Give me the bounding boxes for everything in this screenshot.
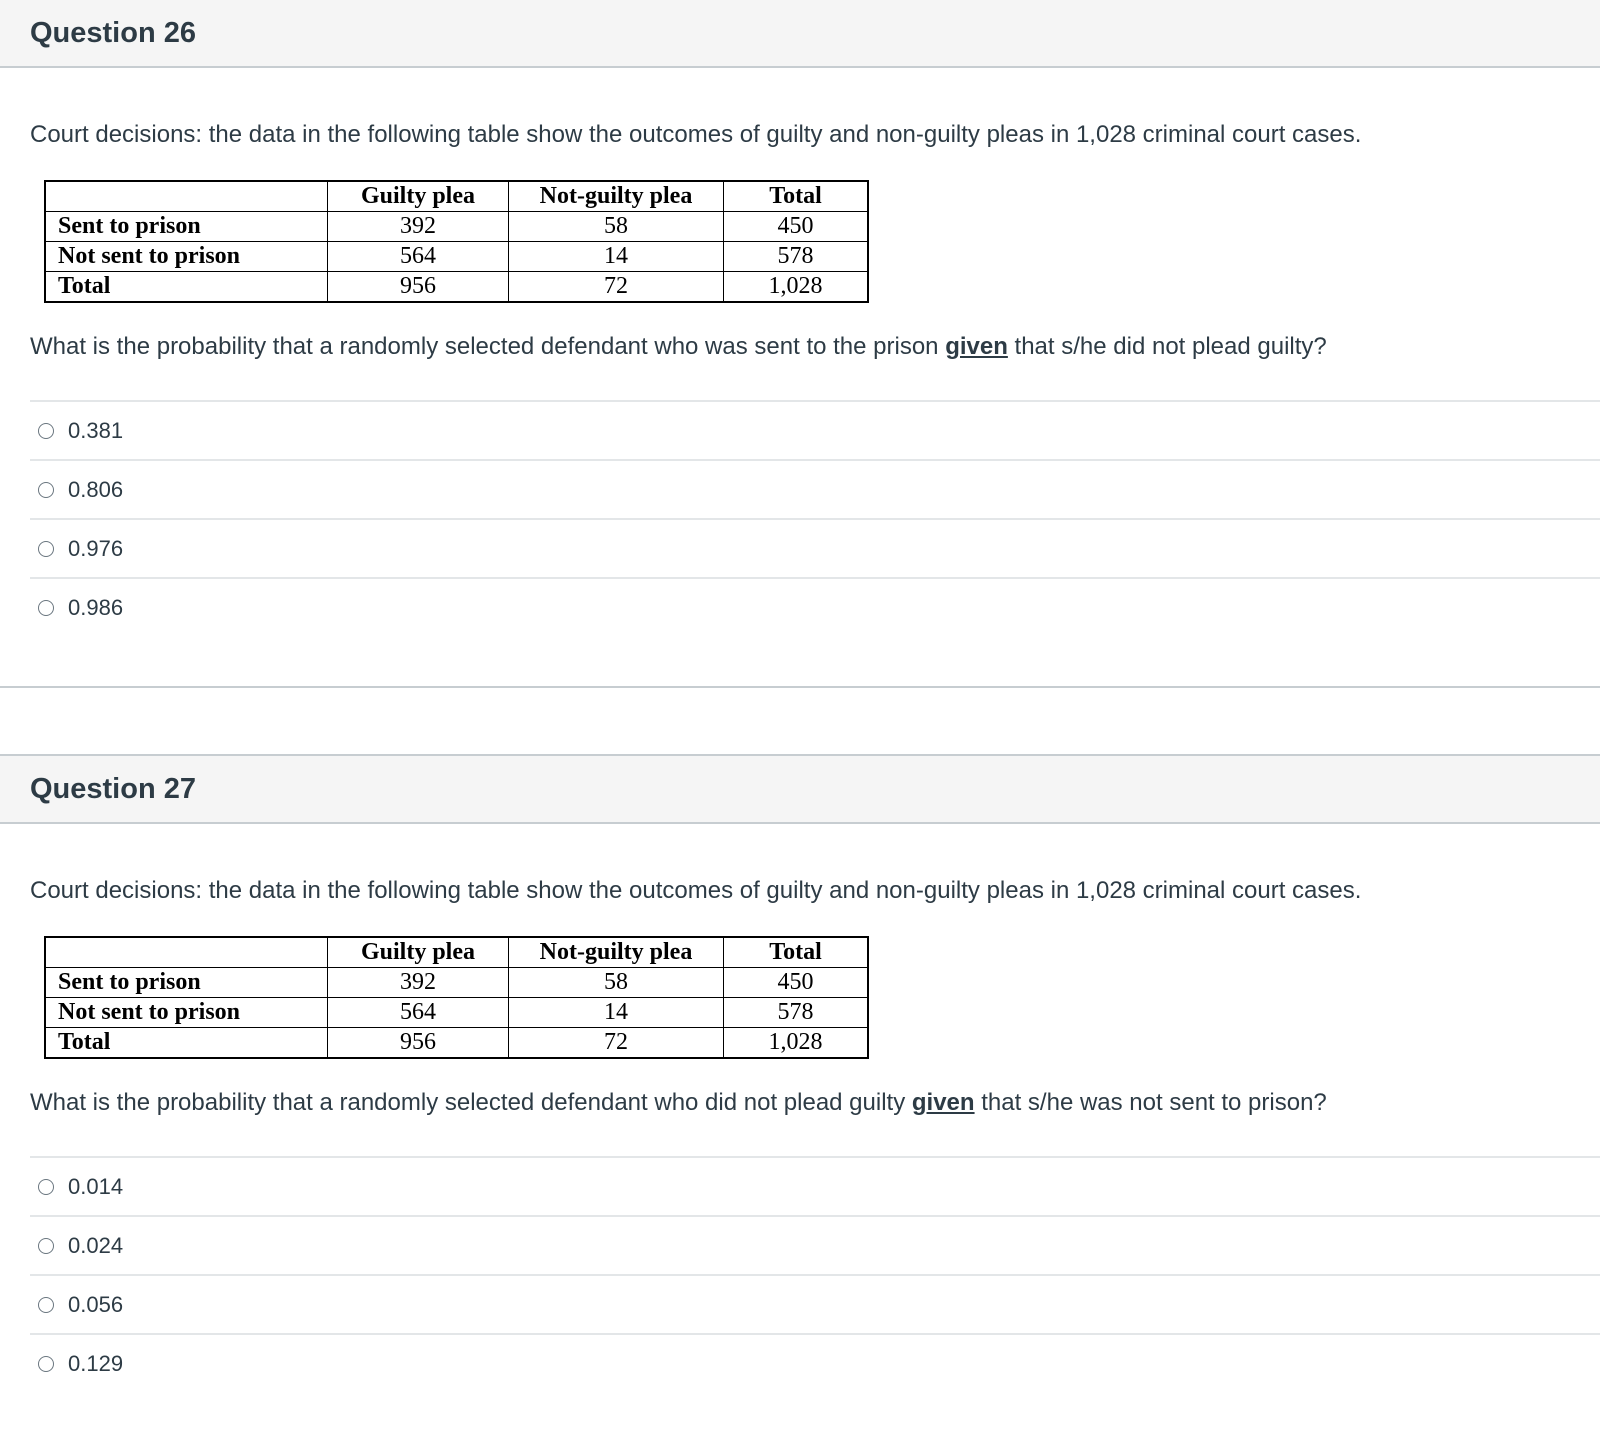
table-row-label: Total [45, 272, 328, 303]
question-title: Question 26 [30, 16, 196, 49]
answer-option[interactable] [30, 1333, 1600, 1392]
table-cell: 392 [328, 968, 509, 998]
prompt-text: What is the probability that a randomly selected defendant who was sent to the prison [30, 333, 946, 360]
table-row [45, 1028, 868, 1059]
radio-button[interactable] [38, 600, 54, 616]
table-cell: 392 [328, 212, 509, 242]
answer-label: 0.806 [68, 476, 124, 502]
table-row [45, 968, 868, 998]
prompt-text: that s/he did not plead guilty? [1007, 333, 1327, 360]
answer-label: 0.129 [68, 1350, 124, 1376]
table-header-row [45, 937, 868, 968]
table-cell: 14 [509, 998, 724, 1028]
prompt-emphasis: given [945, 333, 1008, 360]
table-row [45, 242, 868, 272]
table-cell: 450 [724, 968, 869, 998]
table-header-cell: Total [724, 181, 869, 212]
table-row [45, 998, 868, 1028]
answer-option[interactable] [30, 400, 1600, 459]
table-row-label: Not sent to prison [45, 998, 328, 1028]
question-header [0, 0, 1600, 68]
question-27 [0, 754, 1600, 1446]
table-cell: 72 [509, 1028, 724, 1059]
table-cell: 14 [509, 242, 724, 272]
table-header-cell: Total [724, 937, 869, 968]
table-row [45, 212, 868, 242]
table-cell: 1,028 [724, 1028, 869, 1059]
answer-label: 0.381 [68, 417, 124, 443]
table-row-label: Sent to prison [45, 212, 328, 242]
radio-button[interactable] [38, 423, 54, 439]
table-header-cell: Guilty plea [328, 181, 509, 212]
question-26 [0, 0, 1600, 688]
answer-option[interactable] [30, 459, 1600, 518]
table-cell: 956 [328, 272, 509, 303]
table-cell: 578 [724, 242, 869, 272]
table-header-cell [45, 181, 328, 212]
table-cell: 72 [509, 272, 724, 303]
table-header-cell: Guilty plea [328, 937, 509, 968]
answer-option[interactable] [30, 577, 1600, 636]
answer-label: 0.056 [68, 1291, 124, 1317]
answer-list [30, 1156, 1600, 1392]
radio-button[interactable] [38, 541, 54, 557]
radio-button[interactable] [38, 1238, 54, 1254]
table-header-cell: Not-guilty plea [509, 937, 724, 968]
table-row-label: Total [45, 1028, 328, 1059]
table-cell: 58 [509, 212, 724, 242]
radio-button[interactable] [38, 482, 54, 498]
table-header-cell [45, 937, 328, 968]
table-cell: 564 [328, 998, 509, 1028]
table-cell: 450 [724, 212, 869, 242]
table-row-label: Not sent to prison [45, 242, 328, 272]
radio-button[interactable] [38, 1179, 54, 1195]
question-intro: Court decisions: the data in the following table show the outcomes of guilty and non-guilty pleas in 1,028 criminal court cases. [30, 877, 1362, 904]
answer-list [30, 400, 1600, 636]
prompt-emphasis: given [911, 1089, 975, 1116]
table-cell: 578 [724, 998, 869, 1028]
table-row-label: Sent to prison [45, 968, 328, 998]
prompt-text: What is the probability that a randomly selected defendant who did not plead guilty [30, 1089, 912, 1116]
data-table [44, 180, 869, 303]
table-cell: 1,028 [724, 272, 869, 303]
answer-label: 0.024 [68, 1232, 124, 1258]
answer-option[interactable] [30, 518, 1600, 577]
table-header-row [45, 181, 868, 212]
table-header-cell: Not-guilty plea [509, 181, 724, 212]
prompt-text: that s/he was not sent to prison? [974, 1089, 1327, 1116]
table-cell: 58 [509, 968, 724, 998]
answer-label: 0.014 [68, 1173, 124, 1199]
radio-button[interactable] [38, 1297, 54, 1313]
table-cell: 564 [328, 242, 509, 272]
question-title: Question 27 [30, 772, 196, 805]
question-prompt [30, 1089, 1327, 1117]
question-prompt [30, 333, 1327, 361]
question-header [0, 756, 1600, 824]
table-row [45, 272, 868, 303]
table-cell: 956 [328, 1028, 509, 1059]
radio-button[interactable] [38, 1356, 54, 1372]
answer-label: 0.986 [68, 594, 124, 620]
answer-option[interactable] [30, 1274, 1600, 1333]
data-table [44, 936, 869, 1059]
answer-option[interactable] [30, 1156, 1600, 1215]
answer-label: 0.976 [68, 535, 124, 561]
question-intro: Court decisions: the data in the following table show the outcomes of guilty and non-guilty pleas in 1,028 criminal court cases. [30, 121, 1362, 148]
answer-option[interactable] [30, 1215, 1600, 1274]
